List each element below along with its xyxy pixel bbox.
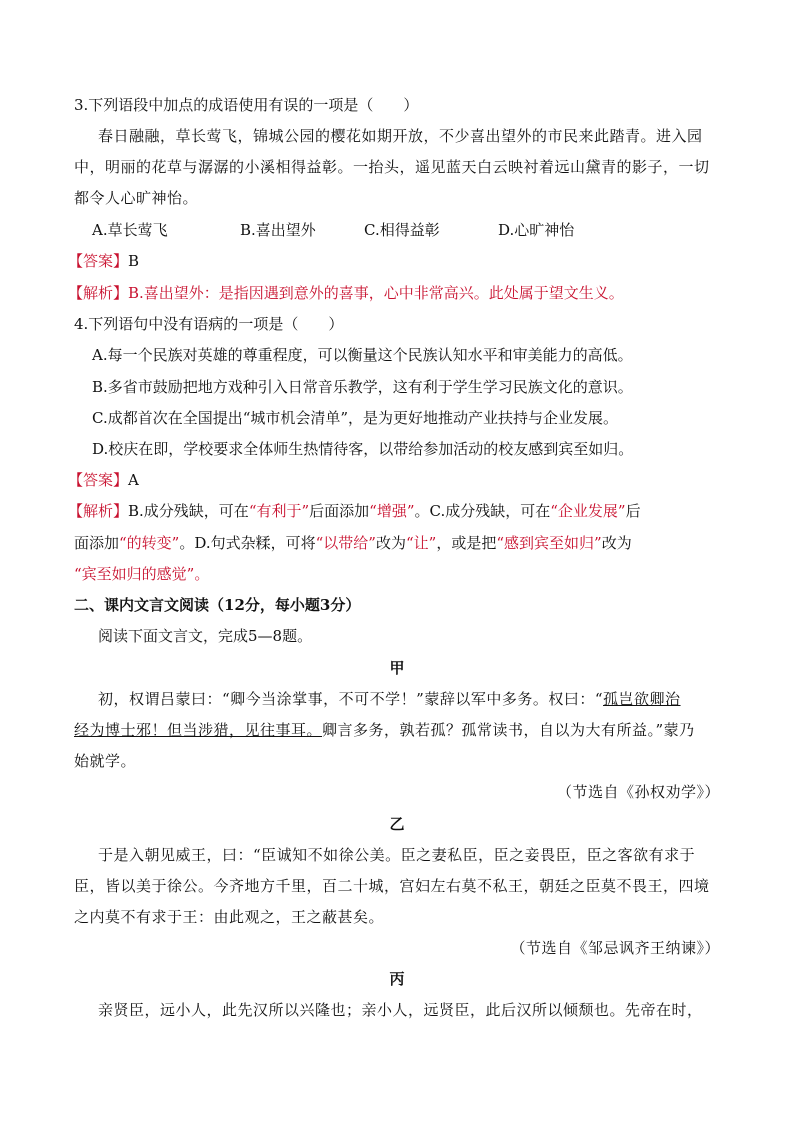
analysis-label: 【解析】 bbox=[68, 284, 129, 302]
underlined-text: 经为博士邪！但当涉猎，见往事耳。 bbox=[74, 721, 323, 739]
q3-option-c: C.相得益彰 bbox=[364, 221, 440, 239]
analysis-text: B.成分残缺，可在 bbox=[128, 502, 249, 520]
passage-bing-title: 丙 bbox=[389, 970, 405, 988]
passage-jia-title: 甲 bbox=[389, 659, 405, 677]
q4-option-d: D.校庆在即，学校要求全体师生热情待客，以带给参加活动的校友感到宾至如归。 bbox=[92, 440, 634, 458]
analysis-text: 。D.句式杂糅，可将 bbox=[179, 534, 316, 552]
passage-yi-line-3: 之内莫不有求于王：由此观之，王之蔽甚矣。 bbox=[74, 908, 385, 926]
analysis-text: 改为 bbox=[601, 534, 632, 552]
passage-yi-line-2: 臣，皆以美于徐公。今齐地方千里，百二十城，宫妇左右莫不私王，朝廷之臣莫不畏王，四境 bbox=[74, 877, 710, 895]
passage-text: 卿言多务，孰若孤？孤常读书，自以为大有所益。”蒙乃 bbox=[322, 721, 695, 739]
analysis-highlight: “让” bbox=[405, 534, 437, 552]
passage-yi-title: 乙 bbox=[389, 815, 405, 833]
passage-yi-line-1: 于是入朝见威王，曰：“臣诚知不如徐公美。臣之妻私臣，臣之妾畏臣，臣之客欲有求于 bbox=[98, 846, 696, 864]
passage-jia-line-3: 始就学。 bbox=[74, 752, 137, 770]
analysis-text: 面添加 bbox=[74, 534, 120, 552]
q3-stem: 3.下列语段中加点的成语使用有误的一项是（ ） bbox=[74, 96, 419, 114]
q3-option-d: D.心旷神怡 bbox=[498, 221, 575, 239]
section-instruction: 阅读下面文言文，完成5—8题。 bbox=[98, 627, 313, 645]
q3-passage-line-1: 春日融融，草长莺飞，锦城公园的樱花如期开放，不少喜出望外的市民来此踏青。进入园 bbox=[98, 127, 703, 145]
analysis-highlight: “企业发展” bbox=[550, 502, 626, 520]
q3-passage-line-3: 都令人心旷神怡。 bbox=[74, 189, 199, 207]
q4-analysis-line-2 bbox=[74, 533, 632, 553]
analysis-text: 。C.成分残缺，可在 bbox=[414, 502, 551, 520]
analysis-text: 后 bbox=[625, 502, 641, 520]
section-heading: 二、课内文言文阅读（12分，每小题3分） bbox=[74, 596, 361, 614]
passage-yi-source: （节选自《邹忌讽齐王纳谏》） bbox=[510, 939, 720, 957]
q4-option-c: C.成都首次在全国提出“城市机会清单”，是为更好地推动产业扶持与企业发展。 bbox=[92, 409, 619, 427]
answer-value: A bbox=[128, 471, 139, 489]
analysis-text: ，或是把 bbox=[436, 534, 497, 552]
passage-jia-source: （节选自《孙权劝学》） bbox=[556, 783, 720, 801]
analysis-text: 后面添加 bbox=[309, 502, 370, 520]
passage-jia-line-1 bbox=[98, 689, 681, 709]
q3-option-b: B.喜出望外 bbox=[240, 221, 316, 239]
analysis-highlight: “以带给” bbox=[315, 534, 376, 552]
underlined-text: 孤岂欲卿治 bbox=[603, 690, 681, 708]
q3-answer bbox=[68, 251, 139, 271]
q3-option-a: A.草长莺飞 bbox=[92, 221, 168, 239]
analysis-label: 【解析】 bbox=[68, 502, 129, 520]
analysis-text: 改为 bbox=[375, 534, 406, 552]
analysis-highlight: “有利于” bbox=[248, 502, 310, 520]
q4-stem: 4.下列语句中没有语病的一项是（ ） bbox=[74, 315, 344, 333]
q3-analysis bbox=[68, 283, 624, 303]
analysis-highlight: “增强” bbox=[369, 502, 415, 520]
q3-passage-line-2: 中，明丽的花草与潺潺的小溪相得益彰。一抬头，遥见蓝天白云映衬着远山黛青的影子，一切 bbox=[74, 158, 710, 176]
analysis-highlight: “的转变” bbox=[119, 534, 180, 552]
q4-option-a: A.每一个民族对英雄的尊重程度，可以衡量这个民族认知水平和审美能力的高低。 bbox=[92, 346, 633, 364]
answer-label: 【答案】 bbox=[68, 252, 129, 270]
q4-option-b: B.多省市鼓励把地方戏种引入日常音乐教学，这有利于学生学习民族文化的意识。 bbox=[92, 378, 633, 396]
passage-bing-line-1: 亲贤臣，远小人，此先汉所以兴隆也；亲小人，远贤臣，此后汉所以倾颓也。先帝在时， bbox=[98, 1001, 703, 1019]
analysis-text: B.喜出望外：是指因遇到意外的喜事，心中非常高兴。此处属于望文生义。 bbox=[128, 284, 624, 302]
q4-answer bbox=[68, 470, 139, 490]
q4-analysis-line-1 bbox=[68, 501, 641, 521]
q4-analysis-line-3: “宾至如归的感觉”。 bbox=[74, 565, 210, 583]
passage-text: 初，权谓吕蒙曰：“卿今当涂掌事，不可不学！”蒙辞以军中多务。权曰：“ bbox=[98, 690, 604, 708]
answer-value: B bbox=[128, 252, 140, 270]
answer-label: 【答案】 bbox=[68, 471, 129, 489]
passage-jia-line-2 bbox=[74, 720, 695, 740]
analysis-highlight: “感到宾至如归” bbox=[496, 534, 602, 552]
